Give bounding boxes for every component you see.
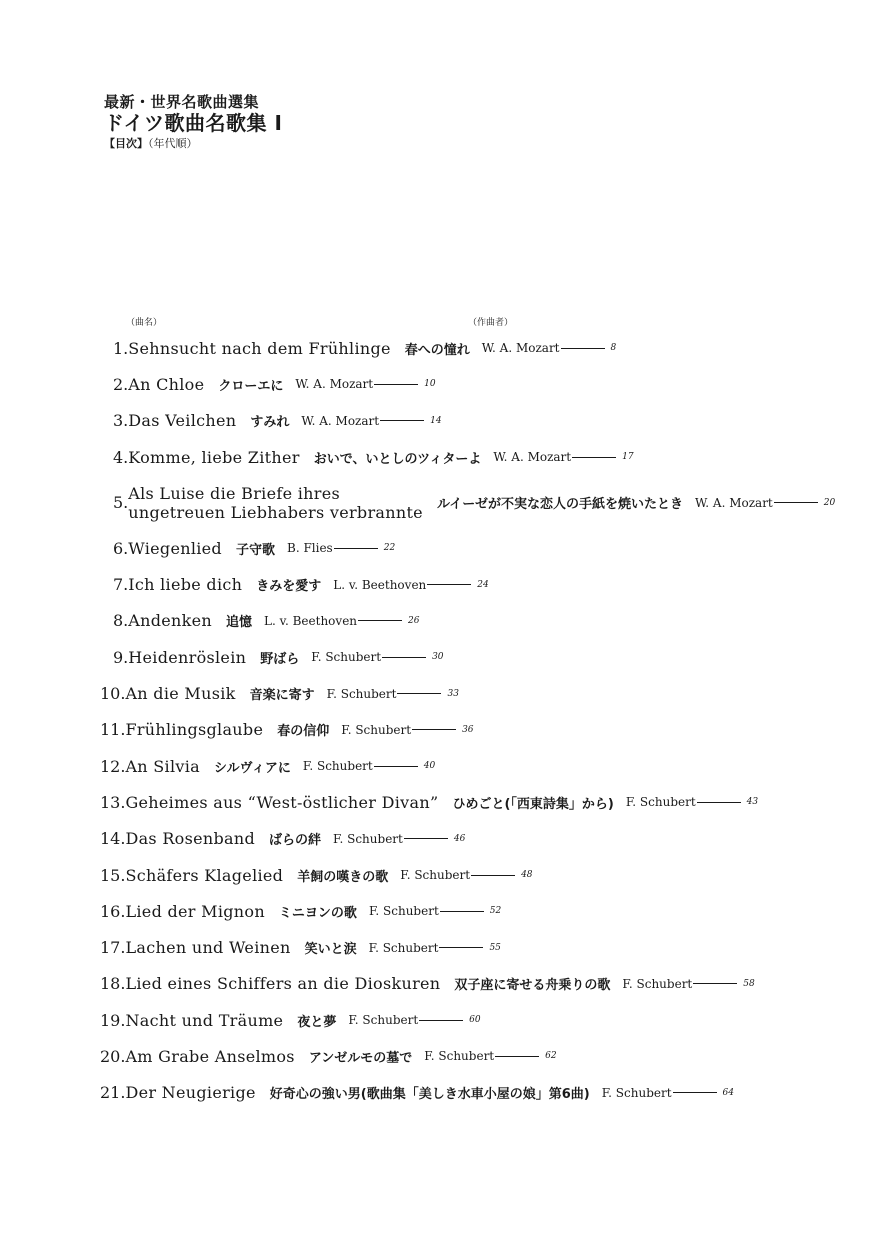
leader-line [440,911,484,912]
composer-name: W. A. Mozart [295,377,374,392]
composer-name: F. Schubert [311,650,382,665]
book-title: ドイツ歌曲名歌集 I [104,111,283,135]
leader-line [572,457,616,458]
japanese-title: ばらの絆 [269,833,322,849]
leader-line [358,620,402,621]
leader-line [397,693,441,694]
german-title: Nacht und Träume [125,1010,284,1030]
german-title-line2: ungetreuen Liebhabers verbrannte [128,502,423,522]
entry-number: 21. [100,1083,126,1103]
composer-name: F. Schubert [368,904,439,919]
japanese-title: 好奇心の強い男(歌曲集「美しき水車小屋の娘」第6曲) [269,1087,590,1103]
german-title: An Chloe [128,374,205,394]
german-title: Der Neugierige [125,1083,256,1103]
japanese-title: 笑いと涙 [304,942,357,958]
german-title: Am Grabe Anselmos [125,1046,295,1066]
entry-number: 7. [113,575,129,595]
page-number: 46 [453,833,466,844]
toc-entry [100,748,880,784]
leader-line [471,875,515,876]
page-number: 14 [430,415,442,426]
page-number: 52 [489,906,502,917]
japanese-title: 野ばら [260,651,300,667]
composer-name: F. Schubert [622,976,693,991]
japanese-title: シルヴィアに [214,760,291,776]
german-title: Lied eines Schiffers an die Dioskuren [125,974,441,994]
entry-number: 9. [113,647,129,667]
entry-number: 3. [113,411,129,431]
entry-number: 11. [100,720,126,740]
japanese-title: 春の信仰 [277,724,330,740]
japanese-title: ルイーゼが不実な恋人の手紙を焼いたとき [436,497,684,513]
japanese-title: クローエに [218,378,284,394]
entry-number: 1. [113,338,129,358]
german-title: Ich liebe dich [128,575,243,595]
composer-name: F. Schubert [625,795,696,810]
german-title: Schäfers Klagelied [125,865,284,885]
composer-name: W. A. Mozart [493,450,572,465]
composer-name: F. Schubert [326,686,397,701]
toc-entry [100,366,880,402]
german-title: Das Veilchen [128,411,237,431]
entry-number: 16. [100,901,126,921]
entry-number: 20. [100,1046,126,1066]
leader-line [374,384,418,385]
composer-name: F. Schubert [302,759,373,774]
page-number: 30 [432,652,444,663]
composer-name: W. A. Mozart [481,341,560,356]
entry-number: 10. [100,684,126,704]
entry-number: 14. [100,829,126,849]
leader-line [419,1020,463,1021]
entry-number: 13. [100,792,126,812]
japanese-title: きみを愛す [256,579,322,595]
entry-number: 2. [113,374,129,394]
page-number: 26 [408,615,420,626]
order-label: （年代順） [148,137,198,150]
german-title: Frühlingsglaube [125,720,264,740]
german-title: An Silvia [125,756,200,776]
composer-name: F. Schubert [400,868,471,882]
german-title: Lachen und Weinen [125,938,291,958]
toc-entry [100,966,880,1002]
japanese-title: 羊飼の嘆きの歌 [297,869,389,885]
leader-line [673,1092,717,1093]
leader-line [693,983,737,984]
toc-entry [100,857,880,893]
japanese-title: 双子座に寄せる舟乗りの歌 [454,978,611,994]
toc-entry [100,403,880,439]
entry-number: 17. [100,938,126,958]
leader-line [334,548,378,549]
toc-entry [100,821,880,857]
toc-entry [100,475,880,530]
leader-line [412,729,456,730]
japanese-title: 夜と夢 [297,1014,337,1030]
song-column-label: （曲名） [126,318,163,328]
entry-number: 15. [100,865,126,885]
contents-label: 【目次】 [104,137,148,150]
toc-entry [100,675,880,711]
composer-name: F. Schubert [333,831,403,846]
japanese-title: アンゼルモの墓で [308,1050,413,1066]
german-title: Andenken [128,611,213,631]
toc-entry [100,566,880,602]
composer-name: W. A. Mozart [301,413,380,428]
leader-line [439,947,483,948]
toc-entry [100,1002,880,1038]
page-number: 60 [469,1015,481,1026]
page-number: 64 [722,1087,734,1098]
page-number: 40 [423,761,436,772]
entry-number: 19. [100,1010,126,1030]
toc-entry [100,1075,880,1111]
german-title: Wiegenlied [128,538,222,558]
page-number: 22 [383,543,396,554]
leader-line [404,838,448,839]
page-number: 43 [746,797,759,808]
toc-entry [100,439,880,475]
entry-number: 18. [100,974,126,994]
german-title: Geheimes aus “West-östlicher Divan” [125,792,439,812]
toc-entry [100,330,880,366]
german-title: Lied der Mignon [125,901,265,921]
entry-number: 8. [113,611,129,631]
leader-line [382,657,426,658]
page-number: 10 [424,379,436,390]
page-header [104,93,282,151]
page-number: 8 [610,343,617,354]
contents-heading [104,137,282,151]
toc-entry [100,784,880,820]
leader-line [697,802,741,803]
composer-column-label: （作曲者） [468,318,514,328]
composer-name: F. Schubert [424,1049,495,1064]
composer-name: L. v. Beethoven [264,613,358,628]
entry-number: 12. [100,756,126,776]
toc-entry [100,603,880,639]
leader-line [374,766,418,767]
leader-line [427,584,471,585]
page-number: 33 [447,688,459,699]
composer-name: F. Schubert [601,1085,672,1100]
page-number: 36 [462,724,474,735]
entry-number: 5. [113,493,129,513]
page-number: 62 [545,1051,557,1062]
composer-name: F. Schubert [348,1013,419,1028]
japanese-title: ひめごと(「西東詩集」から) [452,796,614,812]
composer-name: B. Flies [287,541,333,556]
german-title: Komme, liebe Zither [128,447,300,467]
leader-line [380,420,424,421]
japanese-title: 春への憧れ [404,342,470,358]
german-title: Heidenröslein [128,647,247,667]
japanese-title: ミニヨンの歌 [278,905,357,921]
toc-entry [100,1038,880,1074]
page-number: 48 [521,870,533,880]
leader-line [561,348,605,349]
japanese-title: すみれ [250,415,290,431]
composer-name: W. A. Mozart [695,495,773,510]
series-title: 最新・世界名歌曲選集 [104,93,260,111]
toc-entry [100,712,880,748]
page-number: 17 [622,452,634,463]
japanese-title: 音楽に寄す [249,688,315,704]
leader-line [495,1056,539,1057]
composer-name: F. Schubert [341,722,412,737]
page-number: 55 [489,942,501,953]
composer-name: L. v. Beethoven [333,577,427,592]
german-title [128,484,423,522]
toc-entry [100,929,880,965]
german-title: Das Rosenband [125,829,256,849]
japanese-title: 子守歌 [235,542,275,558]
table-of-contents [100,330,880,1111]
toc-entry [100,893,880,929]
page-number: 20 [823,497,836,508]
toc-entry [100,639,880,675]
german-title-line1: Als Luise die Briefe ihres [128,483,340,503]
leader-line [774,502,818,503]
composer-name: F. Schubert [368,940,439,955]
page-number: 24 [477,579,489,590]
japanese-title: 追憶 [226,615,253,631]
toc-entry [100,530,880,566]
german-title: An die Musik [125,684,236,704]
entry-number: 6. [113,538,129,558]
page-number: 58 [743,978,755,989]
japanese-title: おいで、いとしのツィターよ [313,451,482,467]
german-title: Sehnsucht nach dem Frühlinge [128,338,391,358]
entry-number: 4. [113,447,129,467]
